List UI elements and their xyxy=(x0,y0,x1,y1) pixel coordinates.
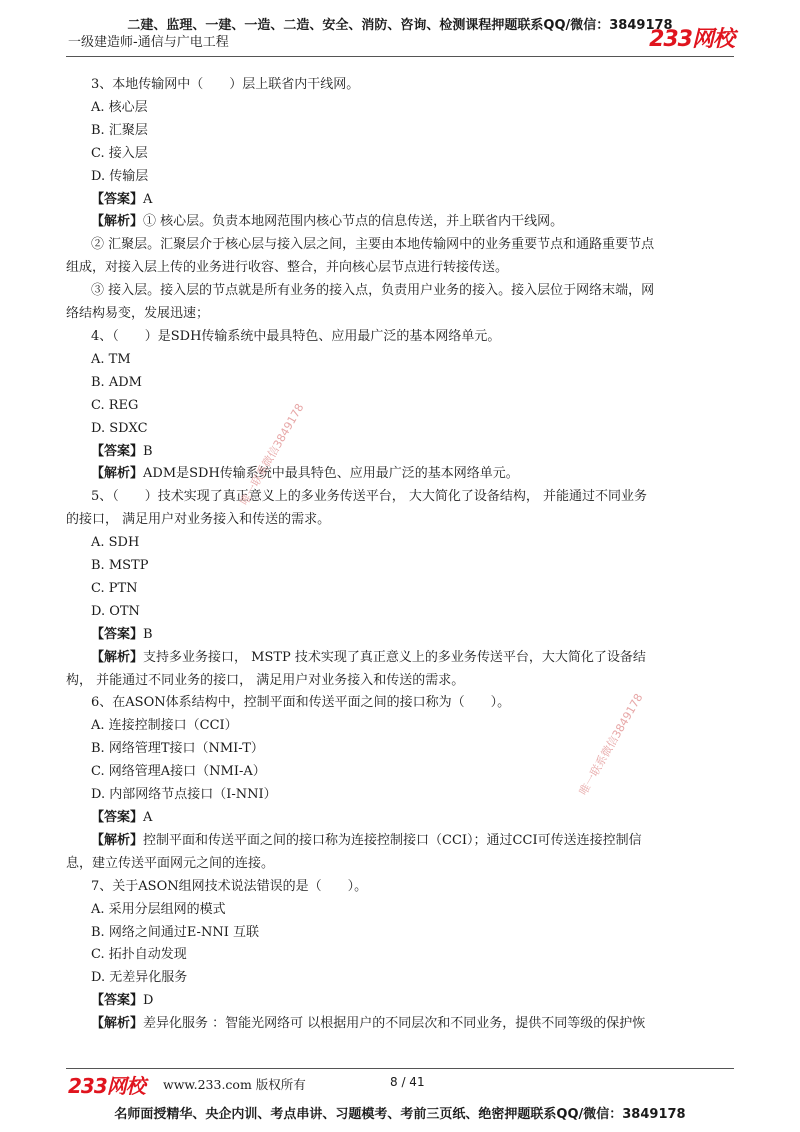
header-subject: 一级建造师-通信与广电工程 xyxy=(68,35,229,50)
option-line xyxy=(66,944,734,967)
footer-promo: 名师面授精华、央企内训、考点串讲、习题模考、考前三页纸、绝密押题联系QQ/微信：3849178 xyxy=(114,1107,686,1122)
brand-logo: 233网校 xyxy=(649,27,734,52)
line-text: C. 网络管理A接口（NMI-A） xyxy=(91,764,266,780)
text-line xyxy=(66,74,734,97)
line-text: C. 接入层 xyxy=(91,145,148,161)
section-tag: 【解析】 xyxy=(91,832,144,848)
document-body xyxy=(66,74,734,1036)
line-text: 构， 并能通过不同业务的接口， 满足用户对业务接入和传送的需求。 xyxy=(66,672,465,688)
header-promo: 二建、监理、一建、一造、二造、安全、消防、咨询、检测课程押题联系QQ/微信：3849178 xyxy=(127,18,673,33)
answer-line xyxy=(66,211,734,234)
line-text: A xyxy=(143,810,153,825)
line-text: D. SDXC xyxy=(91,420,148,436)
line-text: A. 连接控制接口（CCI） xyxy=(91,718,238,734)
line-text: D. 无差异化服务 xyxy=(91,970,188,986)
page-number: 8 / 41 xyxy=(390,1075,425,1089)
line-text: 差异化服务 ：智能光网络可 以根据用户的不同层次和不同业务，提供不同等级的保护恢 xyxy=(143,1016,646,1032)
option-line xyxy=(66,784,734,807)
option-line xyxy=(66,922,734,945)
line-text: A. 核心层 xyxy=(91,99,148,115)
answer-line xyxy=(66,624,734,647)
line-text: 3、本地传输网中（ ）层上联省内干线网。 xyxy=(91,77,360,92)
line-text: C. 拓扑自动发现 xyxy=(91,947,187,963)
option-line xyxy=(66,601,734,624)
line-text: B xyxy=(143,626,153,642)
answer-line xyxy=(66,990,734,1013)
option-line xyxy=(66,120,734,143)
line-text: ① 核心层。负责本地网范围内核心节点的信息传送，并上联省内干线网。 xyxy=(143,214,564,230)
line-text: ADM是SDH传输系统中最具特色、应用最广泛的基本网络单元。 xyxy=(143,466,519,482)
answer-line xyxy=(66,807,734,830)
watermark: 唯一联系微信3849178 xyxy=(576,691,646,798)
line-text: ③ 接入层。接入层的节点就是所有业务的接入点，负责用户业务的接入。接入层位于网络末端，网 xyxy=(91,283,655,299)
option-line xyxy=(66,899,734,922)
line-text: B. 网络管理T接口（NMI-T） xyxy=(91,741,264,757)
section-tag: 【解析】 xyxy=(91,1016,144,1032)
option-line xyxy=(66,97,734,120)
line-text: D xyxy=(143,993,154,1009)
option-line xyxy=(66,532,734,555)
section-tag: 【答案】 xyxy=(91,191,144,207)
line-text: 7、关于ASON组网技术说法错误的是（ ）。 xyxy=(91,878,368,894)
line-text: D. OTN xyxy=(91,603,140,619)
answer-line xyxy=(66,441,734,464)
option-line xyxy=(66,967,734,990)
option-line xyxy=(66,418,734,441)
answer-line xyxy=(66,647,734,670)
section-tag: 【解析】 xyxy=(91,214,144,230)
option-line xyxy=(66,395,734,418)
option-line xyxy=(66,166,734,189)
answer-line xyxy=(66,1013,734,1036)
footer-logo: 233网校 xyxy=(68,1074,145,1098)
section-tag: 【解析】 xyxy=(91,466,144,482)
line-text: 4、（ ）是SDH传输系统中最具特色、应用最广泛的基本网络单元。 xyxy=(91,328,501,344)
option-line xyxy=(66,578,734,601)
line-text: ② 汇聚层。汇聚层介于核心层与接入层之间，主要由本地传输网中的业务重要节点和通路重要节点 xyxy=(91,237,655,253)
line-text: 组成，对接入层上传的业务进行收容、整合，并向核心层节点进行转接传送。 xyxy=(66,260,509,276)
footer-divider xyxy=(66,1068,734,1069)
text-line xyxy=(66,853,734,876)
line-text: C. REG xyxy=(91,397,139,413)
footer-copyright: www.233.com 版权所有 xyxy=(163,1077,306,1092)
text-line xyxy=(66,486,734,509)
line-text: A. 采用分层组网的模式 xyxy=(91,901,226,917)
option-line xyxy=(66,372,734,395)
text-line xyxy=(66,280,734,303)
option-line xyxy=(66,143,734,166)
line-text: 5、（ ）技术实现了真正意义上的多业务传送平台， 大大简化了设备结构， 并能通过不同业务 xyxy=(91,489,648,505)
line-text: C. PTN xyxy=(91,580,138,596)
line-text: 息，建立传送平面网元之间的连接。 xyxy=(66,855,275,871)
line-text: 控制平面和传送平面之间的接口称为连接控制接口（CCI）；通过CCI可传送连接控制信 xyxy=(143,832,642,848)
text-line xyxy=(66,234,734,257)
line-text: 络结构易变，发展迅速； xyxy=(66,306,210,322)
line-text: A. TM xyxy=(91,351,131,367)
answer-line xyxy=(66,189,734,212)
text-line xyxy=(66,326,734,349)
line-text: A. SDH xyxy=(91,535,140,551)
line-text: B. MSTP xyxy=(91,558,149,574)
option-line xyxy=(66,349,734,372)
text-line xyxy=(66,670,734,693)
section-tag: 【答案】 xyxy=(91,443,144,459)
section-tag: 【答案】 xyxy=(91,810,144,825)
option-line xyxy=(66,761,734,784)
option-line xyxy=(66,555,734,578)
option-line xyxy=(66,738,734,761)
line-text: 的接口， 满足用户对业务接入和传送的需求。 xyxy=(66,512,331,528)
line-text: 支持多业务接口， MSTP 技术实现了真正意义上的多业务传送平台，大大简化了设备结 xyxy=(143,649,646,665)
watermark: 唯一联系微信3849178 xyxy=(237,401,307,508)
line-text: A xyxy=(143,191,153,207)
line-text: B. 网络之间通过E-NNI 互联 xyxy=(91,924,259,940)
text-line xyxy=(66,257,734,280)
line-text: D. 内部网络节点接口（I-NNI） xyxy=(91,787,277,803)
text-line xyxy=(66,303,734,326)
answer-line xyxy=(66,830,734,853)
header-divider xyxy=(66,56,734,57)
section-tag: 【答案】 xyxy=(91,993,144,1009)
line-text: 6、在ASON体系结构中，控制平面和传送平面之间的接口称为（ ）。 xyxy=(91,695,511,711)
answer-line xyxy=(66,463,734,486)
line-text: B. 汇聚层 xyxy=(91,122,148,138)
text-line xyxy=(66,876,734,899)
section-tag: 【解析】 xyxy=(91,649,144,665)
line-text: D. 传输层 xyxy=(91,168,149,184)
line-text: B xyxy=(143,443,153,459)
section-tag: 【答案】 xyxy=(91,626,144,642)
text-line xyxy=(66,509,734,532)
line-text: B. ADM xyxy=(91,374,142,390)
